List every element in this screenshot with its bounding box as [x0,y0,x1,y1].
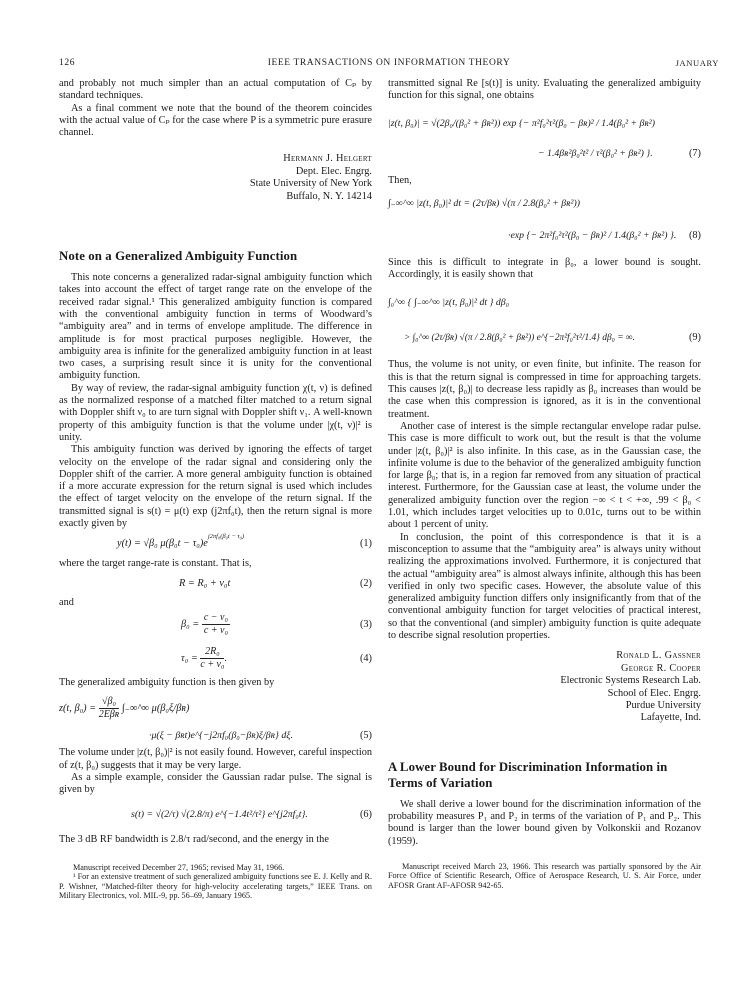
equation-5-line-1: z(t, β₀) = √β₀ 2Eβʀ ∫₋∞^∞ μ(β₀ξ/βʀ) [59,696,190,721]
issue-month: JANUARY [675,58,719,68]
equation-number: (8) [688,229,701,241]
affiliation-line: Lafayette, Ind. [640,712,701,724]
equation-number: (5) [359,730,372,742]
equation-number: (6) [359,809,372,821]
equation-8-line-1: ∫₋∞^∞ |z(t, β₀)|² dt = (2τ/βʀ) √(π / 2.8(β₀² + βʀ²)) [388,197,580,209]
equation-number: (3) [359,618,372,630]
equation-4: τ₀ = $\frac{\text{2R₀}}{\text{c + v₀}}$ . (4) [59,641,372,677]
next-article-footnote [388,862,701,890]
equation-8-line-2: ·exp {− 2π²f₀²τ²(β₀ − βʀ)² / 1.4(β₀² + βʀ²) }. (8) [388,221,701,251]
equation-9-line-2: > ∫₀^∞ (2τ/βʀ) √(π / 2.8(β₀² + βʀ²)) e^{−2π²f₀²τ²/1.4} dβ₀ = ∞. (9) [388,321,701,355]
author-name: Ronald L. Gassner [616,650,701,662]
prev-article-paragraph: and probably not much simpler than an actual computation of Cₚ by standard techniques. [59,78,372,102]
next-article-title: A Lower Bound for Discrimination Information in Terms of Variation [388,759,668,790]
equation-9-line-1: ∫₀^∞ { ∫₋∞^∞ |z(t, β₀)|² dt } dβ₀ [388,297,510,309]
article-text: and [59,596,74,608]
left-column [59,78,372,900]
equation-1: y(t) = √β₀ $\mu(\beta_0t - \tau_0)e^{j2\pi f_0(\beta_0t - \tau_0)}$ (1) [59,530,372,558]
footnotes [59,863,372,901]
equation-number: (2) [359,577,372,589]
article-signature [388,650,701,724]
next-article-paragraph: We shall derive a lower bound for the discrimination information of the probability measures P₁ and P₂ in terms of the variation of P₁ and P₂. This bound is larger than the lower bound given by Volkonskii and Rozanov (1959). [388,798,701,847]
article-text: The generalized ambiguity function is then given by [59,676,275,688]
equation-number: (7) [688,147,701,159]
affiliation-line: Dept. Elec. Engrg. [295,165,372,177]
equation-7-line-2: − 1.4βʀ²β₀²t² / τ²(β₀² + βʀ²) }. (7) [388,139,701,169]
author-name: Hermann J. Helgert [283,153,372,165]
affiliation-line: School of Elec. Engrg. [607,687,701,699]
author-name: George R. Cooper [621,662,701,674]
prev-article-signature [59,153,372,203]
running-header [59,58,719,72]
article-paragraph: The volume under |z(t, β₀)|² is not easily found. However, careful inspection of z(t, β₀) suggests that it may be very large. [59,747,372,771]
article-paragraph: In conclusion, the point of this correspondence is that it is a misconception to assume that the “ambiguity area” is always unity without realizing the approximations involved. Furthermore, it is conjectured that the actual “ambiguity area” is almost always infinite, although this has been verified in only two specific cases. However, the absolute value of this generalized ambiguity function differs only insignificantly from that of the conventional ambiguity function for target velocities of practical interest, so that the conventional (and simpler) ambiguity function is quite adequate to describe signal resolution properties. [388,531,701,642]
equation-5-line-2: ·μ(ξ − βʀt)e^{−j2πf₀(β₀−βʀ)ξ/βʀ} dξ. (5) [59,725,372,747]
journal-title: IEEE TRANSACTIONS ON INFORMATION THEORY [267,58,511,68]
affiliation-line: Buffalo, N. Y. 14214 [286,190,372,202]
footnote-1: ¹ For an extensive treatment of such generalized ambiguity functions see E. J. Kelly and R. P. Wishner, “Matched-filter theory for high-velocity accelerating targets,” IEEE Trans. on Military Electronics, vol. MIL-9, pp. 56–69, January 1965. [59,872,372,900]
article-text: transmitted signal Re [s(t)] is unity. Evaluating the generalized ambiguity function for this signal, one obtains [388,78,701,102]
article-text: Since this is difficult to integrate in β₀, a lower bound is sought. Accordingly, it is easily shown that [388,256,701,281]
equation-number: (9) [688,332,701,344]
equation-2: R = R₀ + v₀t (2) [59,571,372,597]
equation-6: s(t) = √(2/τ) √(2.8/π) e^{−1.4t²/τ²} e^{j2πf₀t}. (6) [59,796,372,834]
article-paragraph: This note concerns a generalized radar-signal ambiguity function which takes into account the effect of target range rate on the envelope of the received radar signal.¹ This generalized ambiguity function is compared with the conventional ambiguity function in terms of Woodward’s “ambiguity area” and in terms of envelope amplitude. The difference in amplitude is for most practical purposes negligible. However, the ambiguity area is infinite for the generalized ambiguity function in at least two cases, a surprising result since it is unity for the conventional ambiguity function. [59,272,372,382]
article-text: Then, [388,174,412,186]
footnote-manuscript: Manuscript received December 27, 1965; revised May 31, 1966. [73,862,285,872]
article-paragraph: Thus, the volume is not unity, or even finite, but infinite. The reason for this is that the return signal is compressed in time for approaching targets. This causes |z(t, β₀)| to decrease less rapidly as β₀ increases than would be the case when this compression is ignored, as it is in the conventional treatment. [388,359,701,420]
equation-number: (1) [359,538,372,550]
prev-article-paragraph: As a final comment we note that the bound of the theorem coincides with the actual value of Cₚ for the case where P is a symmetric pure erasure channel. [59,102,372,139]
article-text: where the target range-rate is constant. That is, [59,558,252,570]
right-column [388,78,701,890]
footnote-manuscript: Manuscript received March 23, 1966. This research was partially sponsored by the Air Force Office of Scientific Research, Office of Aerospace Research, U. S. Air Force, under AFOSR Grant AF-AFOSR 942-65. [388,861,701,890]
article-paragraph: By way of review, the radar-signal ambiguity function χ(t, ν) is defined as the normalized response of a matched filter matched to a return signal with Doppler shift ν₀ to are turn signal with Doppler shift ν₁. A well-known property of this ambiguity function is that the volume under |χ(t, ν)|² is unity. [59,382,372,443]
affiliation-line: State University of New York [249,178,372,190]
article-title: Note on a Generalized Ambiguity Function [59,249,298,264]
article-paragraph: This ambiguity function was derived by ignoring the effects of target velocity on the envelope of the radar signal and considering only the Doppler shift of the carrier. A more general ambiguity function is obtained if a more accurate expression for the return signal is used which includes the effect of target velocity on the envelope of the return signal. If the transmitted signal is s(t) = μ(t) exp (j2πf₀t), then the return signal is more exactly given by [59,444,372,530]
article-paragraph: As a simple example, consider the Gaussian radar pulse. The signal is given by [59,771,372,796]
equation-7-line-1: |z(t, β₀)| = √(2β₀/(β₀² + βʀ²)) exp {− π²f₀²τ²(β₀ − βʀ)² / 1.4(β₀² + βʀ²) [388,117,655,129]
article-text: The 3 dB RF bandwidth is 2.8/τ rad/second, and the energy in the [59,834,329,846]
affiliation-line: Electronic Systems Research Lab. [560,675,701,687]
article-paragraph: Another case of interest is the simple rectangular envelope radar pulse. This case is more difficult to work out, but the result is that the volume under |z(t, β₀)|² is also infinite. In this case, as in the Gaussian case, the infinite volume is due to the behavior of the generalized ambiguity function for large β₀; that is, in a region far removed from any situation of practical interest. Furthermore, for the Gaussian case at least, the volume under the generalized ambiguity function over the region −∞ < t < +∞, .99 < β₀ < 1.01, which includes target velocities up to 0.01c, turns out to be within about 1 percent of unity. [388,420,701,531]
affiliation-line: Purdue University [625,699,701,711]
equation-3: β₀ = $\frac{\text{c − v₀}}{\text{c + v₀}}$ (3) [59,609,372,641]
equation-number: (4) [359,652,372,664]
page-number: 126 [59,58,76,68]
